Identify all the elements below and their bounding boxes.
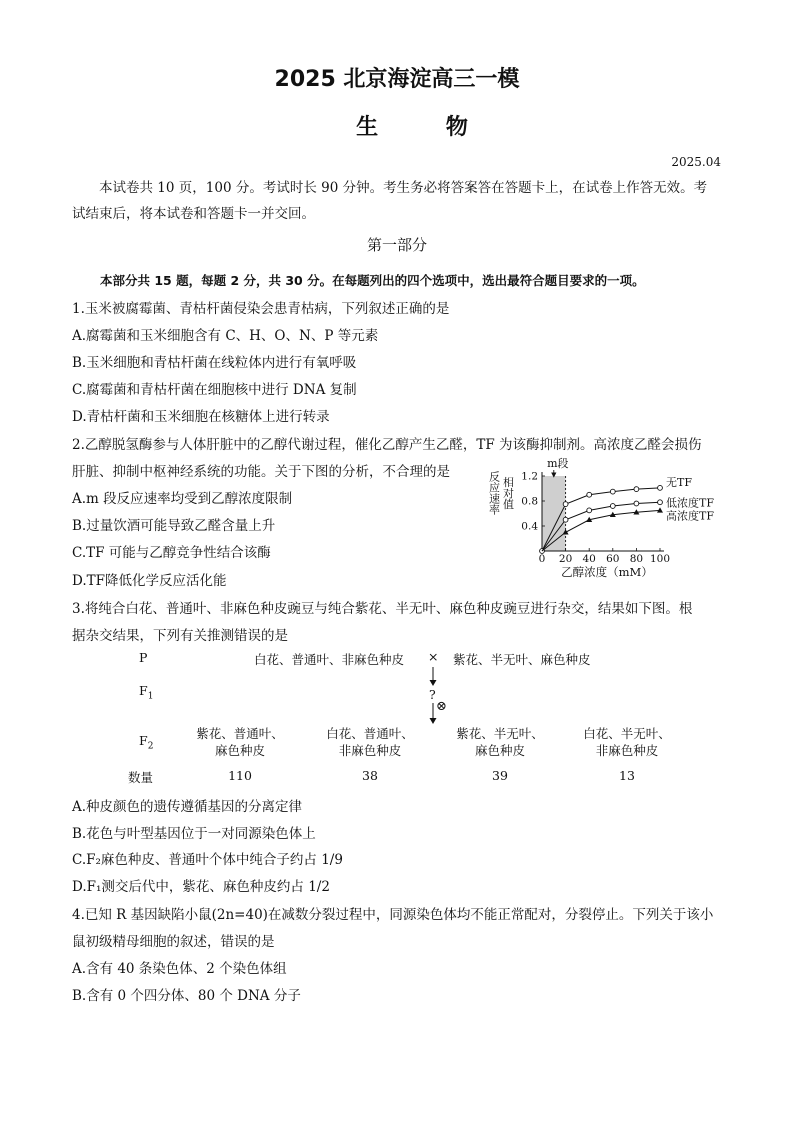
q3-option-a: A.种皮颜色的遗传遵循基因的分离定律 (72, 799, 303, 815)
cross-symbol: × (428, 649, 439, 664)
parent-1: 白花、普通叶、非麻色种皮 (254, 652, 405, 667)
x-tick-label: 20 (558, 553, 573, 565)
parent-2: 紫花、半无叶、麻色种皮 (453, 652, 591, 667)
data-point (610, 504, 615, 509)
y-tick-label: 0.4 (521, 520, 538, 533)
f1-genotype: ? (429, 687, 436, 702)
data-point (563, 502, 568, 507)
q2-option-c: C.TF 可能与乙醇竞争性结合该酶 (72, 545, 271, 561)
series-label: 低浓度TF (666, 496, 714, 510)
section-title: 第一部分 (366, 236, 427, 254)
m-segment-annotation: m段 (547, 457, 569, 470)
q2-option-b: B.过量饮酒可能导致乙醛含量上升 (72, 518, 276, 534)
x-axis-label: 乙醇浓度（mM） (561, 565, 653, 579)
f2-phenotype-2: 白花、普通叶、 非麻色种皮 (326, 726, 414, 758)
data-point (587, 508, 592, 513)
q2-option-d: D.TF降低化学反应活化能 (72, 573, 227, 589)
f2-count-1: 110 (228, 768, 252, 783)
q1-option-a: A.腐霉菌和玉米细胞含有 C、H、O、N、P 等元素 (72, 328, 379, 344)
x-tick-label: 60 (606, 553, 620, 565)
f2-generation-label: $F_2$ (139, 733, 154, 752)
data-point (658, 500, 663, 505)
selfing-symbol: ⊗ (436, 699, 447, 714)
data-point (610, 489, 615, 494)
q2-stem-1: 2.乙醇脱氢酶参与人体肝脏中的乙醇代谢过程，催化乙醇产生乙醛，TF 为该酶抑制剂。高浓度乙醛会损伤 (72, 437, 702, 453)
f2-count-4: 13 (619, 768, 635, 783)
exam-date: 2025.04 (671, 155, 721, 169)
q1-option-b: B.玉米细胞和青枯杆菌在线粒体内进行有氧呼吸 (72, 355, 357, 371)
q2-stem-2: 肝脏、抑制中枢神经系统的功能。关于下图的分析，不合理的是 (72, 464, 450, 480)
q4-option-b: B.含有 0 个四分体、80 个 DNA 分子 (72, 988, 301, 1004)
x-tick-label: 80 (629, 553, 644, 565)
q3-option-b: B.花色与叶型基因位于一对同源染色体上 (72, 826, 316, 842)
x-tick-label: 0 (538, 553, 546, 565)
q3-option-c: C.F₂麻色种皮、普通叶个体中纯合子约占 1/9 (72, 852, 343, 868)
q1-option-d: D.青枯杆菌和玉米细胞在核糖体上进行转录 (72, 409, 330, 425)
f2-phenotype-1: 紫花、普通叶、 麻色种皮 (196, 726, 284, 758)
section-instruction: 本部分共 15 题，每题 2 分，共 30 分。在每题列出的四个选项中，选出最符合题目要求的一项。 (100, 273, 645, 288)
enzyme-rate-chart (478, 455, 738, 580)
exam-title: 2025 北京海淀高三一模 (274, 67, 520, 92)
count-label: 数量 (128, 770, 154, 785)
series-label: 无TF (666, 475, 692, 489)
q4-stem-2: 鼠初级精母细胞的叙述，错误的是 (72, 934, 275, 950)
f1-generation-label: $F_1$ (139, 683, 154, 702)
q1-option-c: C.腐霉菌和青枯杆菌在细胞核中进行 DNA 复制 (72, 382, 357, 398)
f2-phenotype-3: 紫花、半无叶、 麻色种皮 (456, 726, 544, 758)
p-generation-label: P (139, 650, 148, 665)
q3-option-d: D.F₁测交后代中，紫花、麻色种皮约占 1/2 (72, 879, 330, 895)
y-tick-label: 0.8 (521, 495, 538, 508)
q1-stem: 1.玉米被腐霉菌、青枯杆菌侵染会患青枯病，下列叙述正确的是 (72, 301, 450, 317)
x-tick-label: 100 (649, 553, 671, 565)
q4-stem-1: 4.已知 R 基因缺陷小鼠(2n=40)在减数分裂过程中，同源染色体均不能正常配对，分裂停止。下列关于该小 (72, 907, 714, 923)
subject-title: 生 物 (356, 115, 498, 140)
y-axis-label: 反应速率 (487, 471, 501, 515)
intro-line-2: 试结束后，将本试卷和答题卡一并交回。 (72, 206, 315, 222)
data-point (657, 507, 663, 512)
y-tick-label: 1.2 (521, 470, 538, 483)
f2-count-2: 38 (362, 768, 378, 783)
f2-count-3: 39 (492, 768, 508, 783)
q2-option-a: A.m 段反应速率均受到乙醇浓度限制 (72, 491, 293, 507)
data-point (658, 485, 663, 490)
x-tick-label: 40 (582, 553, 596, 565)
q4-option-a: A.含有 40 条染色体、2 个染色体组 (72, 961, 287, 977)
intro-line-1: 本试卷共 10 页，100 分。考试时长 90 分钟。考生务必将答案答在答题卡上，在试卷上作答无效。考 (99, 180, 708, 196)
data-point (634, 487, 639, 492)
data-point (634, 501, 639, 506)
y-axis-label: 相对值 (501, 476, 515, 510)
data-point (563, 517, 568, 522)
q3-stem-1: 3.将纯合白花、普通叶、非麻色种皮豌豆与纯合紫花、半无叶、麻色种皮豌豆进行杂交，结果如下图。根 (72, 601, 693, 617)
f2-phenotype-4: 白花、半无叶、 非麻色种皮 (583, 726, 671, 758)
q3-stem-2: 据杂交结果，下列有关推测错误的是 (72, 628, 288, 644)
data-point (587, 492, 592, 497)
series-label: 高浓度TF (666, 509, 714, 523)
m-segment-shade (542, 476, 566, 551)
